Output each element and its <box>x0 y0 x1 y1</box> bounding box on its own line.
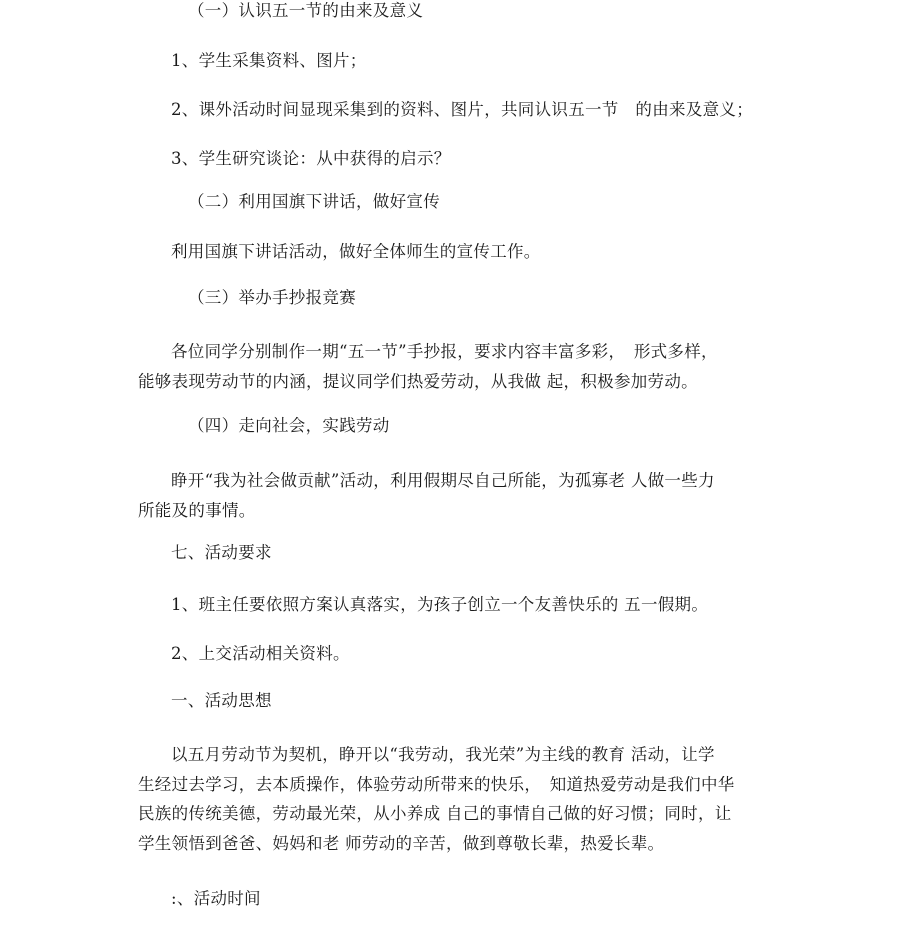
paragraph-line: 民族的传统美德，劳动最光荣，从小养成 自己的事情自己做的好习惯；同时，让 <box>138 804 732 823</box>
heading-awareness: （一）认识五一节的由来及意义 <box>188 1 424 20</box>
list-item: 1、学生采集资料、图片； <box>171 51 367 70</box>
heading-flag-speech: （二）利用国旗下讲话，做好宣传 <box>188 192 440 211</box>
paragraph-line: 学生领悟到爸爸、妈妈和老 师劳动的辛苦，做到尊敬长辈，热爱长辈。 <box>138 833 665 853</box>
paragraph-line: 能够表现劳动节的内涵，提议同学们热爱劳动，从我做 起，积极参加劳动。 <box>138 371 698 391</box>
heading-social-practice: （四）走向社会，实践劳动 <box>188 416 390 435</box>
list-item: 2、课外活动时间显现采集到的资料、图片，共同认识五一节 的由来及意义； <box>171 100 753 119</box>
list-item: 3、学生研究谈论：从中获得的启示？ <box>171 149 451 168</box>
paragraph <box>138 740 735 858</box>
paragraph-line: 生经过去学习，去本质操作，体验劳动所带来的快乐， 知道热爱劳动是我们中华 <box>138 774 735 794</box>
list-item: 1、班主任要依照方案认真落实，为孩子创立一个友善快乐的 五一假期。 <box>171 595 709 614</box>
paragraph-line: 睁开“我为社会做贡献”活动，利用假期尽自己所能，为孤寡老 人做一些力 <box>171 471 715 490</box>
paragraph <box>138 466 715 525</box>
paragraph-line: 各位同学分别制作一期“五一节”手抄报，要求内容丰富多彩， 形式多样， <box>171 342 718 361</box>
paragraph: 利用国旗下讲话活动，做好全体师生的宣传工作。 <box>171 242 541 261</box>
heading-handwritten-newspaper: （三）举办手抄报竞赛 <box>188 288 356 307</box>
paragraph-line: 以五月劳动节为契机，睁开以“我劳动，我光荣”为主线的教育 活动，让学 <box>171 745 715 764</box>
section-heading: 七、活动要求 <box>171 543 272 562</box>
section-heading: 一、活动思想 <box>171 691 272 710</box>
list-item: 2、上交活动相关资料。 <box>171 644 350 663</box>
paragraph-line: 所能及的事情。 <box>138 500 256 520</box>
paragraph <box>138 337 718 396</box>
section-heading: :、活动时间 <box>171 889 261 908</box>
